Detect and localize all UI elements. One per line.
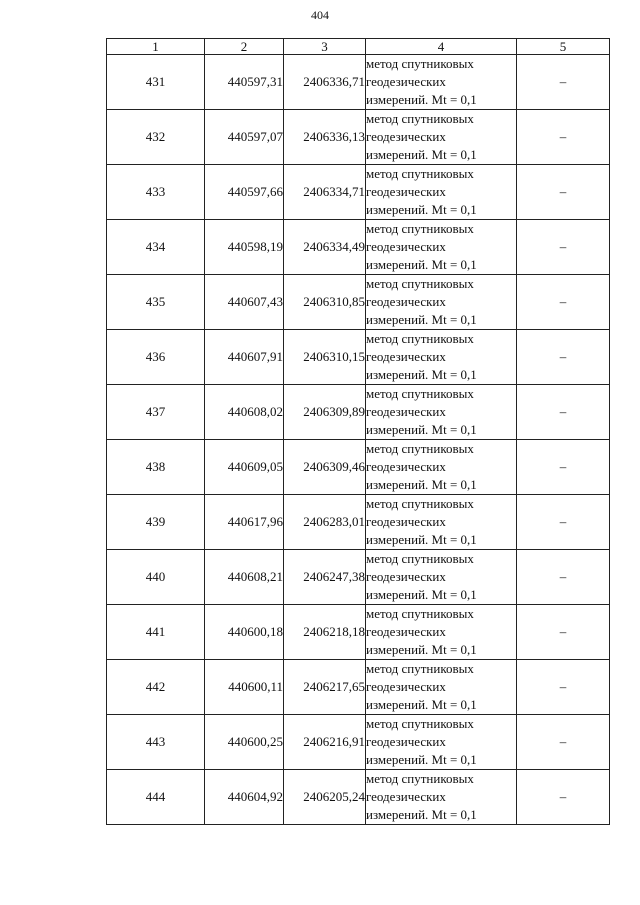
method-line: геодезических	[366, 239, 446, 254]
note-cell: –	[517, 110, 610, 165]
method-line: геодезических	[366, 459, 446, 474]
y-coordinate-cell: 2406218,18	[284, 605, 366, 660]
note-cell: –	[517, 55, 610, 110]
method-line: геодезических	[366, 184, 446, 199]
note-cell: –	[517, 550, 610, 605]
table-row	[107, 605, 610, 660]
method-line: измерений. Mt = 0,1	[366, 532, 477, 547]
method-line: метод спутниковых	[366, 441, 474, 456]
point-number-cell: 442	[107, 660, 205, 715]
method-cell	[366, 330, 517, 385]
note-cell: –	[517, 605, 610, 660]
y-coordinate-cell: 2406283,01	[284, 495, 366, 550]
method-cell	[366, 495, 517, 550]
x-coordinate-cell: 440607,43	[205, 275, 284, 330]
method-line: измерений. Mt = 0,1	[366, 312, 477, 327]
method-line: измерений. Mt = 0,1	[366, 807, 477, 822]
point-number-cell: 434	[107, 220, 205, 275]
method-line: метод спутниковых	[366, 606, 474, 621]
x-coordinate-cell: 440600,18	[205, 605, 284, 660]
y-coordinate-cell: 2406216,91	[284, 715, 366, 770]
table-header-row	[107, 39, 610, 55]
method-line: метод спутниковых	[366, 551, 474, 566]
method-line: измерений. Mt = 0,1	[366, 422, 477, 437]
x-coordinate-cell: 440604,92	[205, 770, 284, 825]
column-header: 1	[107, 39, 205, 55]
page-number: 404	[311, 8, 329, 22]
coordinates-table	[106, 38, 610, 825]
method-cell	[366, 385, 517, 440]
point-number-cell: 432	[107, 110, 205, 165]
y-coordinate-cell: 2406309,46	[284, 440, 366, 495]
method-cell	[366, 660, 517, 715]
method-cell	[366, 440, 517, 495]
y-coordinate-cell: 2406310,15	[284, 330, 366, 385]
table-row	[107, 550, 610, 605]
method-cell	[366, 715, 517, 770]
note-cell: –	[517, 770, 610, 825]
note-cell: –	[517, 220, 610, 275]
table-row	[107, 275, 610, 330]
x-coordinate-cell: 440609,05	[205, 440, 284, 495]
point-number-cell: 440	[107, 550, 205, 605]
method-line: геодезических	[366, 129, 446, 144]
method-line: геодезических	[366, 789, 446, 804]
column-header: 4	[366, 39, 517, 55]
x-coordinate-cell: 440600,11	[205, 660, 284, 715]
method-line: метод спутниковых	[366, 166, 474, 181]
x-coordinate-cell: 440600,25	[205, 715, 284, 770]
note-cell: –	[517, 440, 610, 495]
x-coordinate-cell: 440608,21	[205, 550, 284, 605]
method-line: метод спутниковых	[366, 716, 474, 731]
point-number-cell: 435	[107, 275, 205, 330]
point-number-cell: 433	[107, 165, 205, 220]
note-cell: –	[517, 495, 610, 550]
method-line: геодезических	[366, 74, 446, 89]
method-line: метод спутниковых	[366, 386, 474, 401]
point-number-cell: 441	[107, 605, 205, 660]
method-line: геодезических	[366, 294, 446, 309]
method-line: метод спутниковых	[366, 276, 474, 291]
column-header: 3	[284, 39, 366, 55]
method-cell	[366, 165, 517, 220]
method-line: геодезических	[366, 624, 446, 639]
x-coordinate-cell: 440598,19	[205, 220, 284, 275]
method-line: геодезических	[366, 349, 446, 364]
note-cell: –	[517, 330, 610, 385]
y-coordinate-cell: 2406334,71	[284, 165, 366, 220]
table-row	[107, 385, 610, 440]
method-line: измерений. Mt = 0,1	[366, 367, 477, 382]
y-coordinate-cell: 2406310,85	[284, 275, 366, 330]
y-coordinate-cell: 2406336,71	[284, 55, 366, 110]
method-cell	[366, 550, 517, 605]
y-coordinate-cell: 2406336,13	[284, 110, 366, 165]
point-number-cell: 436	[107, 330, 205, 385]
table-row	[107, 55, 610, 110]
method-cell	[366, 220, 517, 275]
method-cell	[366, 110, 517, 165]
method-line: измерений. Mt = 0,1	[366, 92, 477, 107]
table-row	[107, 770, 610, 825]
y-coordinate-cell: 2406334,49	[284, 220, 366, 275]
method-line: измерений. Mt = 0,1	[366, 202, 477, 217]
y-coordinate-cell: 2406205,24	[284, 770, 366, 825]
method-line: метод спутниковых	[366, 56, 474, 71]
table-row	[107, 495, 610, 550]
method-line: геодезических	[366, 514, 446, 529]
method-line: метод спутниковых	[366, 496, 474, 511]
table-row	[107, 165, 610, 220]
column-header: 5	[517, 39, 610, 55]
y-coordinate-cell: 2406217,65	[284, 660, 366, 715]
method-cell	[366, 770, 517, 825]
x-coordinate-cell: 440597,31	[205, 55, 284, 110]
method-line: измерений. Mt = 0,1	[366, 477, 477, 492]
method-line: измерений. Mt = 0,1	[366, 147, 477, 162]
method-line: геодезических	[366, 569, 446, 584]
method-line: измерений. Mt = 0,1	[366, 752, 477, 767]
column-header: 2	[205, 39, 284, 55]
method-line: геодезических	[366, 679, 446, 694]
note-cell: –	[517, 660, 610, 715]
method-line: измерений. Mt = 0,1	[366, 642, 477, 657]
table-row	[107, 220, 610, 275]
x-coordinate-cell: 440608,02	[205, 385, 284, 440]
x-coordinate-cell: 440597,66	[205, 165, 284, 220]
y-coordinate-cell: 2406247,38	[284, 550, 366, 605]
table-row	[107, 440, 610, 495]
method-line: измерений. Mt = 0,1	[366, 697, 477, 712]
method-line: геодезических	[366, 404, 446, 419]
table-row	[107, 110, 610, 165]
table-body	[107, 55, 610, 825]
table-row	[107, 330, 610, 385]
method-line: измерений. Mt = 0,1	[366, 257, 477, 272]
method-cell	[366, 275, 517, 330]
point-number-cell: 443	[107, 715, 205, 770]
method-line: метод спутниковых	[366, 331, 474, 346]
method-line: метод спутниковых	[366, 771, 474, 786]
method-line: метод спутниковых	[366, 111, 474, 126]
point-number-cell: 438	[107, 440, 205, 495]
table-row	[107, 660, 610, 715]
table-row	[107, 715, 610, 770]
note-cell: –	[517, 385, 610, 440]
method-line: измерений. Mt = 0,1	[366, 587, 477, 602]
point-number-cell: 444	[107, 770, 205, 825]
method-line: геодезических	[366, 734, 446, 749]
method-line: метод спутниковых	[366, 661, 474, 676]
y-coordinate-cell: 2406309,89	[284, 385, 366, 440]
note-cell: –	[517, 715, 610, 770]
method-cell	[366, 605, 517, 660]
x-coordinate-cell: 440607,91	[205, 330, 284, 385]
point-number-cell: 439	[107, 495, 205, 550]
point-number-cell: 431	[107, 55, 205, 110]
x-coordinate-cell: 440617,96	[205, 495, 284, 550]
note-cell: –	[517, 165, 610, 220]
method-line: метод спутниковых	[366, 221, 474, 236]
note-cell: –	[517, 275, 610, 330]
x-coordinate-cell: 440597,07	[205, 110, 284, 165]
point-number-cell: 437	[107, 385, 205, 440]
method-cell	[366, 55, 517, 110]
